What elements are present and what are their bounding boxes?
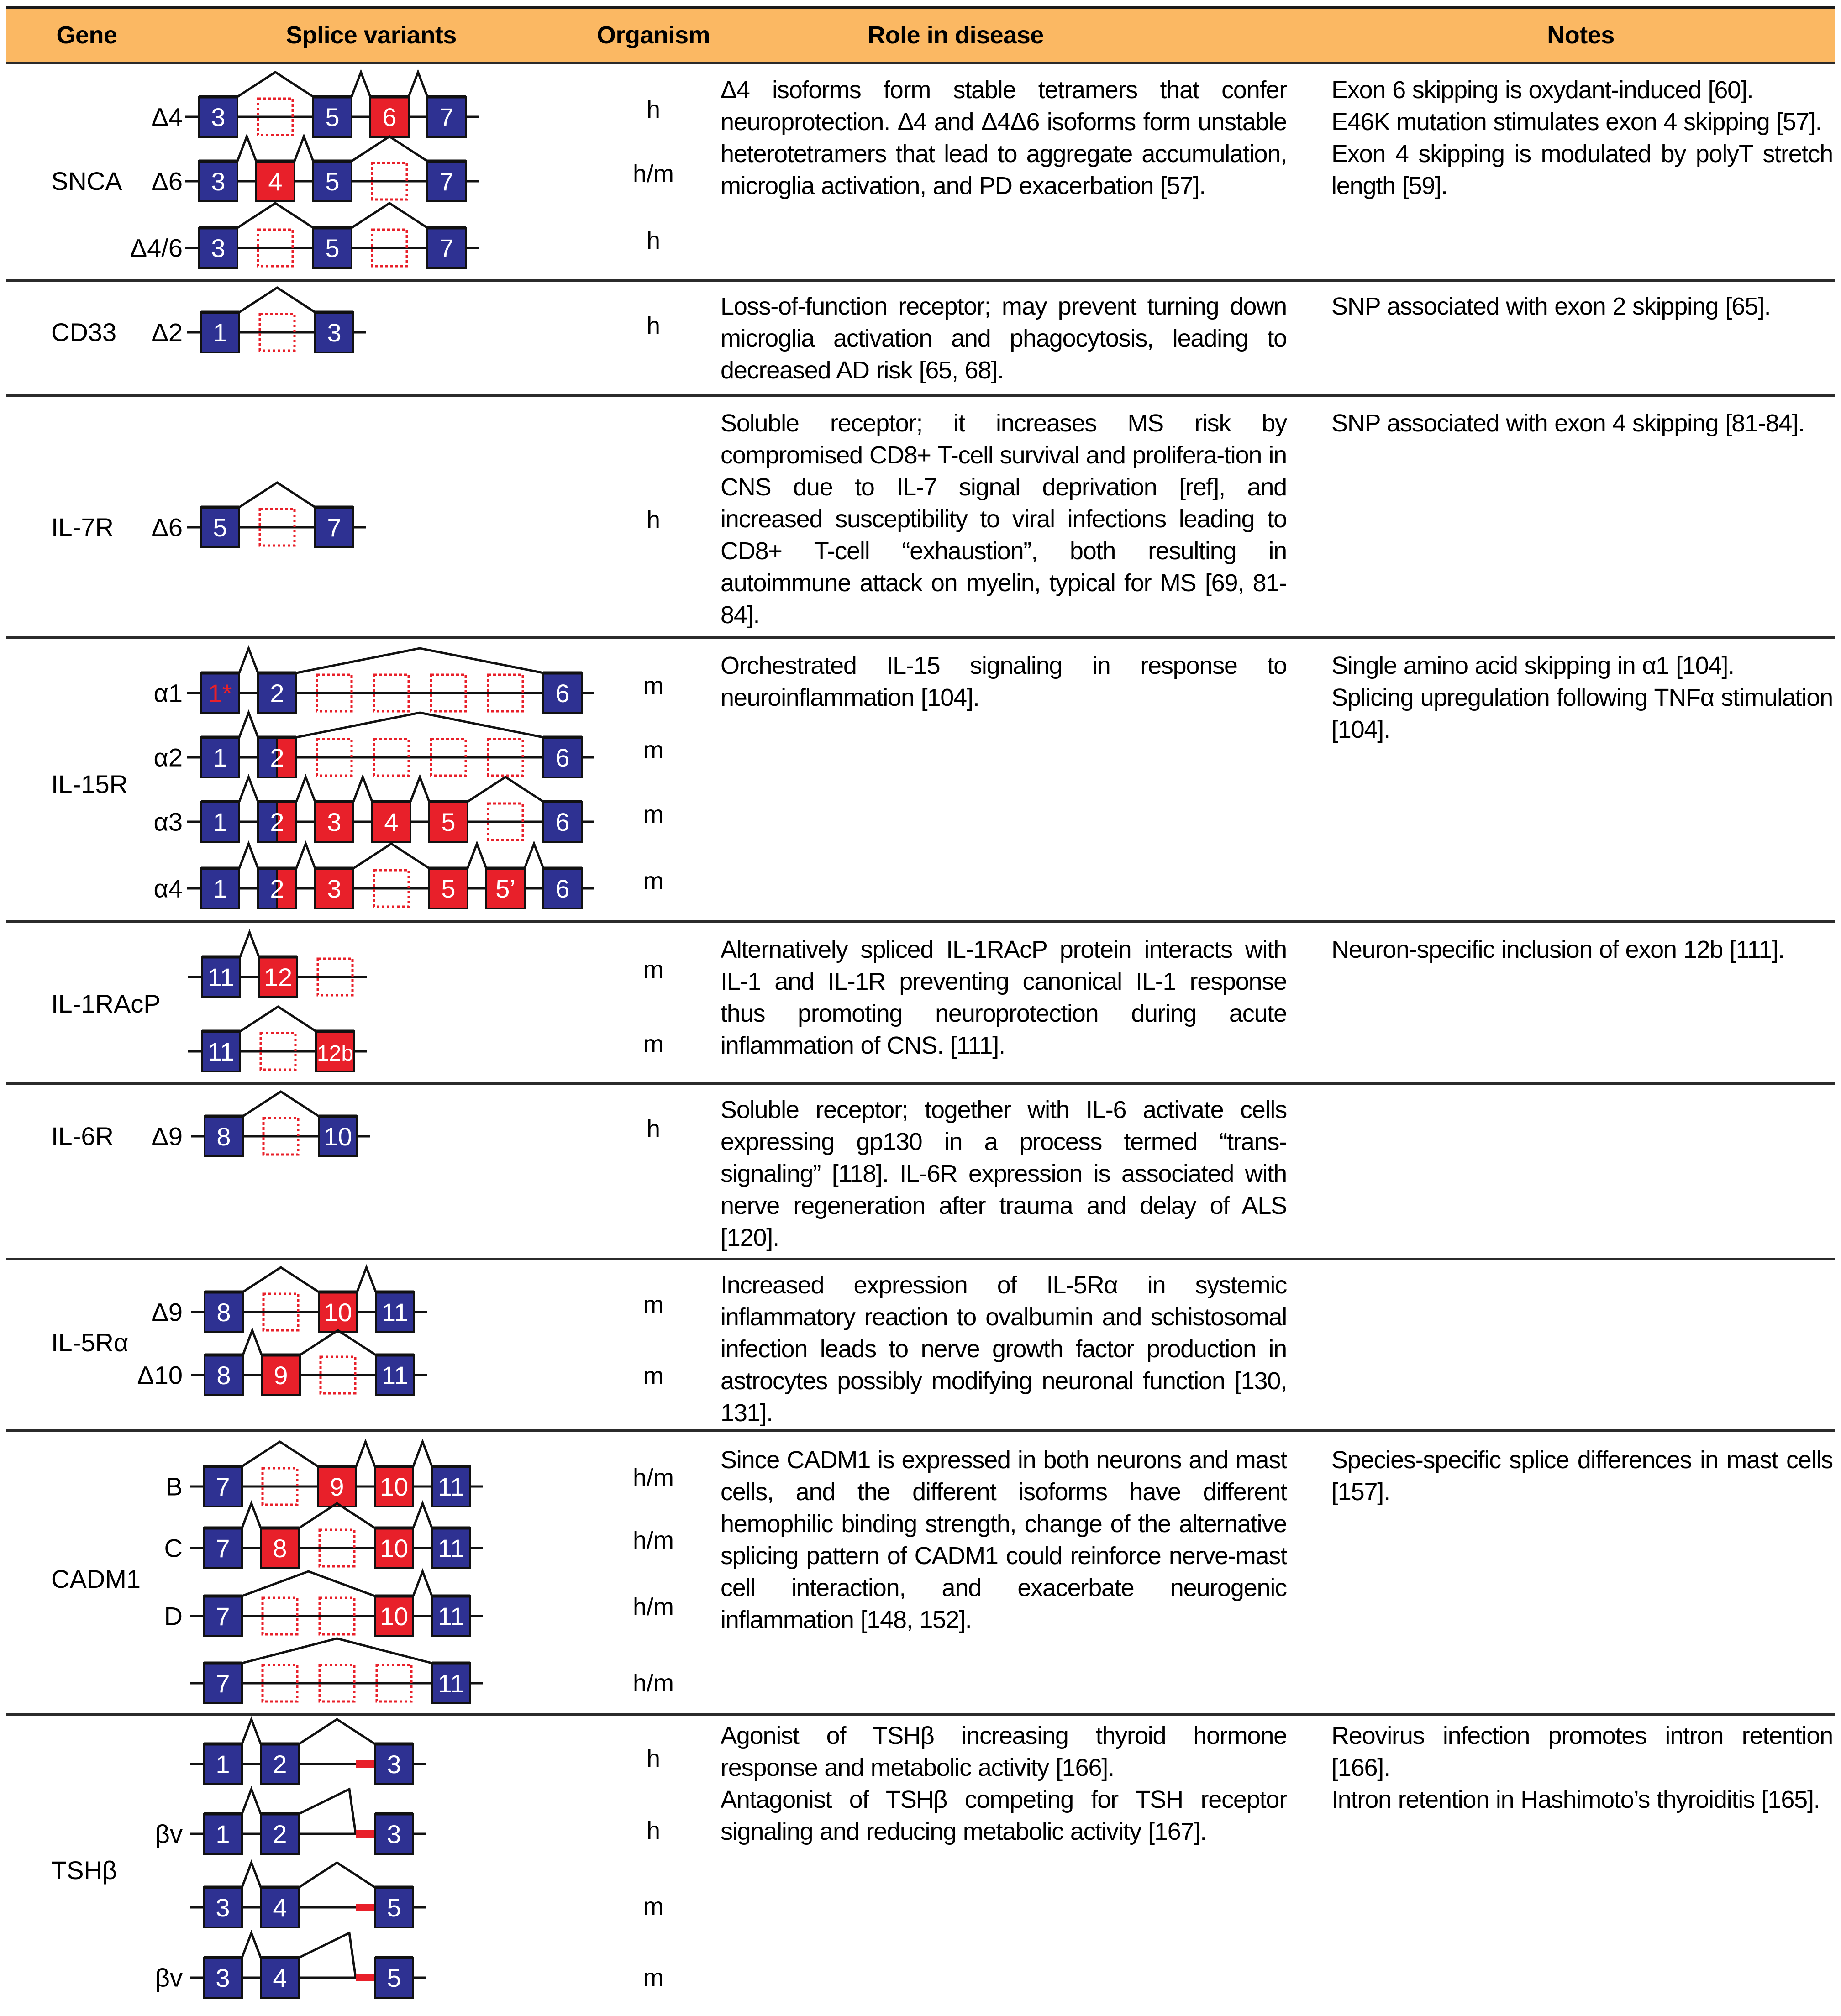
note-text: Neuron-specific inclusion of exon 12b [111]. — [1331, 936, 1784, 963]
note-text: Reovirus infection promotes intron retention [166]. — [1331, 1722, 1833, 1781]
organism: m — [643, 801, 664, 828]
splice-junction-arc — [352, 136, 427, 161]
exon-label: 3 — [216, 1963, 230, 1992]
splice-junction-arc — [237, 72, 313, 97]
organism: h/m — [632, 1527, 674, 1554]
exon-label: 4 — [384, 808, 399, 836]
exon-label: 7 — [439, 103, 454, 131]
splice-junction-arc — [410, 777, 429, 802]
splice-junction-arc — [352, 203, 427, 228]
organism: m — [643, 956, 664, 983]
role-text: Increased expression of IL-5Rα in systemic inflammatory reaction to ovalbumin and schistosomal infection leads to nerve growth factor production in astrocytes possibly modifying neuronal function [130, 131]. — [721, 1271, 1287, 1427]
note-text: Single amino acid skipping in α1 [104]. — [1331, 652, 1734, 679]
organism: h — [646, 1745, 661, 1772]
splice-junction-arc — [242, 1719, 261, 1744]
variant-label: α1 — [153, 678, 183, 708]
note-text: Exon 4 skipping is modulated by polyT stretch length [59]. — [1331, 140, 1833, 200]
exon-label: 4 — [268, 167, 283, 196]
splice-junction-arc — [237, 136, 256, 161]
splice-junction-arc — [239, 844, 258, 868]
splice-junction-arc — [299, 1933, 356, 1978]
splice-junction-arc — [239, 713, 258, 737]
splice-junction-arc — [239, 288, 315, 312]
retained-intron-segment — [356, 1830, 376, 1838]
organism: h — [646, 312, 661, 340]
splice-junction-arc — [237, 203, 313, 228]
organism: h — [646, 506, 661, 534]
header-gene: Gene — [56, 21, 117, 49]
splice-junction-arc — [242, 1789, 261, 1814]
exon-label: 4 — [273, 1893, 287, 1922]
exon-label: 11 — [437, 1534, 465, 1563]
role-text: Loss-of-function receptor; may prevent turning down microglia activation and phagocytosis, leading to decreased AD risk [65, 68]. — [721, 293, 1287, 384]
gene-name: SNCA — [51, 167, 122, 195]
splice-junction-arc — [242, 1933, 261, 1958]
exon-label: 6 — [382, 103, 397, 131]
exon-label: 1 — [216, 1750, 230, 1779]
organism: h — [646, 96, 661, 123]
organism: h/m — [632, 1593, 674, 1621]
role-text: Since CADM1 is expressed in both neurons and mast cells, and the different isoforms have different hemophilic binding strength, change of the alternative splicing pattern of CADM1 could reinforce nerve-mast cell interaction, and exacerbate neurogenic inflammation [148, 152]. — [721, 1446, 1287, 1633]
exon-label: 5 — [441, 808, 456, 836]
exon-label: 10 — [379, 1472, 409, 1501]
splice-junction-arc — [409, 72, 427, 97]
exon-label: 9 — [330, 1472, 344, 1501]
exon-label: 3 — [211, 103, 226, 131]
exon-label: 5 — [441, 874, 456, 903]
role-text: Δ4 isoforms form stable tetramers that confer neuroprotection. Δ4 and Δ4Δ6 isoforms form unstable heterotetramers that lead to aggregate accumulation, microglia activation, and PD exacerbation [57]. — [721, 76, 1287, 200]
exon-label: 11 — [381, 1298, 409, 1327]
variant-label: Δ9 — [151, 1297, 183, 1327]
variant-label: α2 — [153, 743, 183, 772]
exon-label: 10 — [323, 1122, 352, 1151]
variant-label: Δ2 — [151, 318, 183, 347]
exon-label: 3 — [216, 1893, 230, 1922]
splice-junction-arc — [356, 1442, 375, 1466]
exon-label: 1 — [213, 743, 227, 772]
exon-label: 7 — [327, 513, 342, 542]
gene-name: IL-15R — [51, 770, 128, 798]
splice-junction-arc — [300, 1330, 376, 1355]
exon-label: 7 — [439, 167, 454, 196]
exon-label: 12b — [316, 1041, 354, 1066]
gene-name: CADM1 — [51, 1564, 141, 1593]
organism: h — [646, 1115, 661, 1143]
splice-junction-arc — [357, 1267, 376, 1292]
header-notes: Notes — [1547, 21, 1615, 49]
role-text: Antagonist of TSHβ competing for TSH receptor signaling and reducing metabolic activity [167]. — [721, 1786, 1287, 1845]
exon-label: 11 — [437, 1669, 465, 1698]
gene-name: IL-1RAcP — [51, 989, 161, 1018]
note-text: Splicing upregulation following TNFα stimulation [104]. — [1331, 684, 1833, 743]
exon-label: 2 — [273, 1750, 287, 1779]
splice-junction-arc — [299, 1863, 375, 1887]
splice-junction-arc — [468, 777, 543, 802]
exon-label: 3 — [387, 1820, 401, 1848]
retained-intron-segment — [356, 1760, 376, 1768]
organism: h — [646, 227, 661, 254]
exon-label: 7 — [216, 1534, 230, 1563]
exon-label: 5’ — [495, 874, 515, 903]
exon-label: 5 — [325, 234, 340, 262]
organism: h/m — [632, 1464, 674, 1491]
exon-label: 7 — [216, 1472, 230, 1501]
splice-junction-arc — [468, 844, 486, 868]
exon-label: 11 — [437, 1472, 465, 1501]
exon-label: 1 — [213, 318, 227, 347]
exon-label: 12 — [263, 963, 293, 992]
gene-name: IL-7R — [51, 513, 114, 541]
variant-label: D — [164, 1601, 183, 1631]
splice-junction-arc — [353, 844, 429, 868]
variant-label: α4 — [153, 874, 183, 903]
variant-label: Δ6 — [151, 167, 183, 196]
exon-label: 3 — [211, 167, 226, 196]
exon-label: 2 — [270, 874, 284, 903]
exon-label: 1 — [213, 874, 227, 903]
role-text: Soluble receptor; it increases MS risk by compromised CD8+ T-cell survival and prolifera-tion in CNS due to IL-7 signal deprivation [ref], and increased susceptibility to viral infections leading to CD8+ T-cell “exhaustion”, both resulting in autoimmune attack on myelin, typical for MS [69, 81-84]. — [721, 410, 1287, 629]
splice-junction-arc — [413, 1503, 432, 1528]
variant-label: Δ6 — [151, 513, 183, 542]
splice-junction-arc — [296, 713, 543, 737]
exon-label: 2 — [270, 679, 284, 708]
splice-junction-arc — [240, 932, 259, 957]
variant-label: Δ9 — [151, 1122, 183, 1151]
splice-junction-arc — [299, 1719, 375, 1744]
organism: m — [643, 1362, 664, 1390]
note-text: Exon 6 skipping is oxydant-induced [60]. — [1331, 76, 1753, 104]
variant-label: Δ4 — [151, 102, 183, 131]
exon-label: 11 — [437, 1602, 465, 1631]
header-role-in-disease: Role in disease — [868, 21, 1044, 49]
splice-junction-arc — [525, 844, 543, 868]
exon-label: 2 — [270, 808, 284, 836]
exon-label: 6 — [555, 874, 570, 903]
exon-label: 1 — [213, 808, 227, 836]
splice-junction-arc — [243, 1330, 262, 1355]
note-text: E46K mutation stimulates exon 4 skipping [57]. — [1331, 108, 1822, 136]
splice-junction-arc — [240, 1007, 316, 1031]
variant-label: C — [164, 1533, 183, 1563]
splice-junction-arc — [413, 1442, 432, 1466]
variant-label: Δ10 — [137, 1360, 183, 1390]
exon-label: 4 — [273, 1963, 287, 1992]
splice-junction-arc — [239, 777, 258, 802]
exon-label: 3 — [327, 808, 342, 836]
splice-junction-arc — [295, 136, 313, 161]
splice-junction-arc — [296, 777, 315, 802]
organism: m — [643, 1291, 664, 1318]
splice-junction-arc — [242, 1442, 318, 1466]
organism: h/m — [632, 1670, 674, 1697]
exon-label: 5 — [387, 1963, 401, 1992]
exon-label: 7 — [439, 234, 454, 262]
variant-label: βv — [155, 1963, 183, 1992]
organism: m — [643, 736, 664, 764]
exon-label: 5 — [387, 1893, 401, 1922]
gene-name: CD33 — [51, 318, 117, 346]
note-text: Species-specific splice differences in mast cells [157]. — [1331, 1446, 1833, 1506]
gene-name: IL-5Rα — [51, 1328, 129, 1357]
splice-junction-arc — [353, 777, 372, 802]
splice-junction-arc — [239, 648, 258, 673]
exon-label: 3 — [327, 874, 342, 903]
splice-junction-arc — [296, 844, 315, 868]
splice-junction-arc — [239, 483, 315, 507]
header-splice-variants: Splice variants — [286, 21, 457, 49]
exon-label: 8 — [216, 1298, 231, 1327]
exon-label: 11 — [381, 1361, 409, 1390]
exon-label: 6 — [555, 743, 570, 772]
exon-label: 7 — [216, 1669, 230, 1698]
role-text: Orchestrated IL-15 signaling in response to neuroinflammation [104]. — [721, 652, 1287, 711]
variant-label: B — [165, 1472, 183, 1501]
exon-label: 6 — [555, 808, 570, 836]
exon-label: 5 — [325, 167, 340, 196]
variant-label: Δ4/6 — [130, 233, 183, 262]
exon-label: 7 — [216, 1602, 230, 1631]
organism: h — [646, 1817, 661, 1844]
exon-label: 10 — [323, 1298, 352, 1327]
note-text: SNP associated with exon 2 skipping [65]. — [1331, 293, 1771, 320]
splice-junction-arc — [352, 72, 370, 97]
exon-label: 8 — [216, 1122, 231, 1151]
splice-junction-arc — [242, 1571, 375, 1596]
organism: h/m — [632, 160, 674, 188]
organism: m — [643, 1964, 664, 1991]
exon-label: 3 — [387, 1750, 401, 1779]
variant-label: α3 — [153, 807, 183, 836]
splice-junction-arc — [296, 648, 543, 673]
gene-name: IL-6R — [51, 1122, 114, 1150]
exon-label: 2 — [273, 1820, 287, 1848]
exon-label: 3 — [211, 234, 226, 262]
splice-junction-arc — [299, 1789, 356, 1834]
splice-junction-arc — [413, 1571, 432, 1596]
role-text: Alternatively spliced IL-1RAcP protein interacts with IL-1 and IL-1R preventing canonical IL-1 response thus promoting neuroprotection during acute inflammation of CNS. [111]. — [721, 936, 1287, 1059]
exon-label: 5 — [213, 513, 227, 542]
exon-label: 9 — [274, 1361, 288, 1390]
splice-junction-arc — [243, 1267, 319, 1292]
exon-label: 10 — [379, 1602, 409, 1631]
exon-label: 3 — [327, 318, 342, 347]
exon-label: 2 — [270, 743, 284, 772]
splice-junction-arc — [242, 1863, 261, 1887]
note-text: Intron retention in Hashimoto’s thyroiditis [165]. — [1331, 1786, 1820, 1813]
variant-label: βv — [155, 1819, 183, 1848]
splice-junction-arc — [242, 1638, 432, 1663]
role-text: Agonist of TSHβ increasing thyroid hormone response and metabolic activity [166]. — [721, 1722, 1287, 1781]
organism: m — [643, 867, 664, 895]
exon-label: 11 — [207, 963, 235, 992]
exon-label: 1* — [208, 679, 232, 708]
splice-junction-arc — [242, 1503, 261, 1528]
exon-label: 6 — [555, 679, 570, 708]
exon-label: 8 — [216, 1361, 231, 1390]
exon-label: 5 — [325, 103, 340, 131]
retained-intron-segment — [356, 1974, 376, 1981]
exon-label: 10 — [379, 1534, 409, 1563]
organism: m — [643, 672, 664, 699]
exon-label: 8 — [273, 1534, 287, 1563]
organism: m — [643, 1893, 664, 1920]
organism: m — [643, 1030, 664, 1058]
role-text: Soluble receptor; together with IL-6 activate cells expressing gp130 in a process termed “trans-signaling” [118]. IL-6R expression is associated with nerve regeneration after trauma and delay of ALS [120]. — [721, 1096, 1287, 1251]
splice-junction-arc — [243, 1092, 319, 1116]
retained-intron-segment — [356, 1904, 376, 1911]
exon-label: 1 — [216, 1820, 230, 1848]
exon-label: 11 — [207, 1037, 235, 1066]
header-organism: Organism — [596, 21, 710, 49]
gene-name: TSHβ — [51, 1856, 117, 1885]
note-text: SNP associated with exon 4 skipping [81-84]. — [1331, 410, 1804, 437]
